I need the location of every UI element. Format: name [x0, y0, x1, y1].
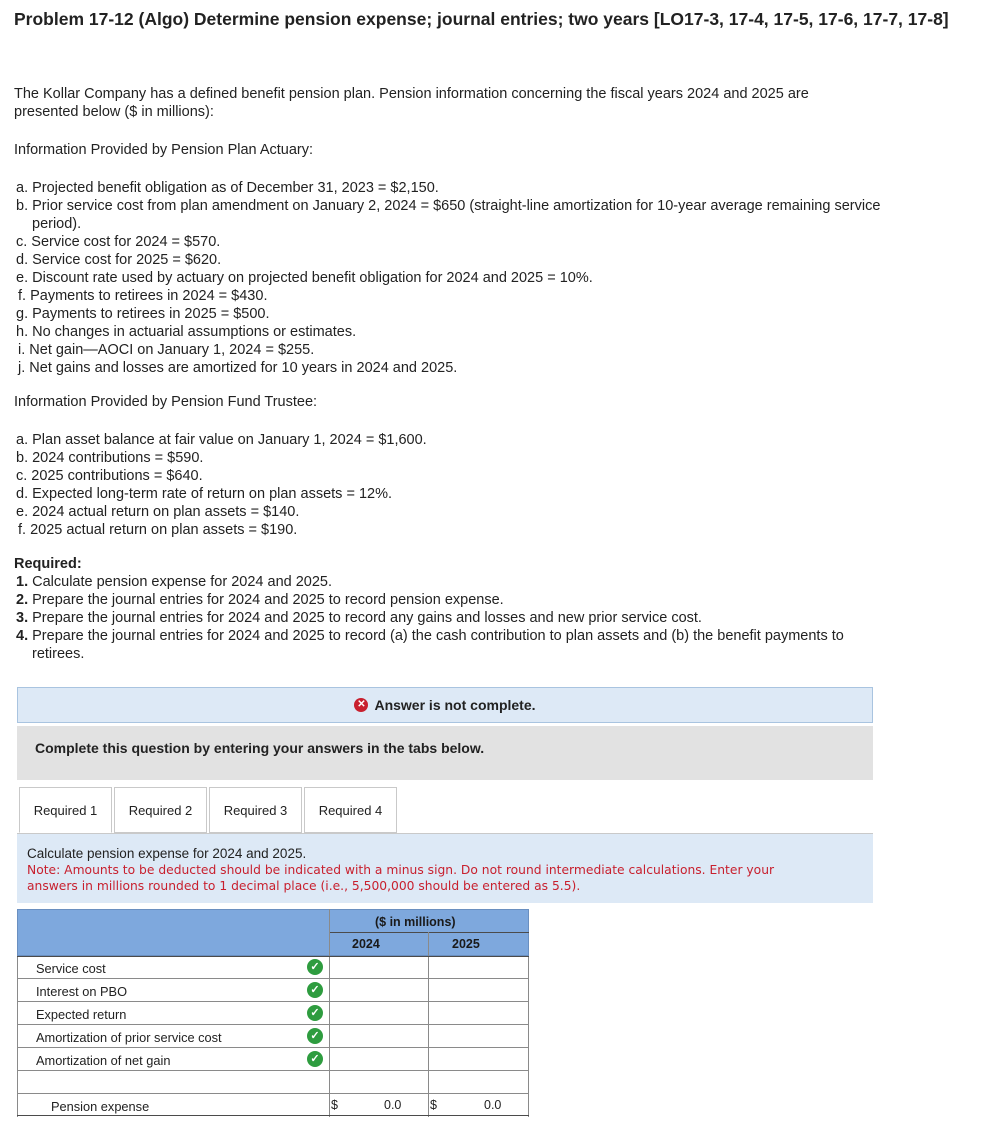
total-2024: 0.0	[384, 1098, 402, 1112]
input-net-gain-2024[interactable]	[330, 1048, 428, 1070]
required-text-4: Prepare the journal entries for 2024 and 2025 to record (a) the cash contribution to plan assets and (b) the benefit payments to	[32, 628, 844, 644]
actuary-item-i: i. Net gain—AOCI on January 1, 2024 = $255.	[18, 342, 315, 358]
input-interest-2025[interactable]	[429, 979, 528, 1001]
tab-required-1[interactable]: Required 1	[19, 787, 112, 833]
actuary-item-g: g. Payments to retirees in 2025 = $500.	[16, 306, 270, 322]
trustee-item-f: f. 2025 actual return on plan assets = $190.	[18, 522, 298, 538]
actuary-list	[16, 179, 880, 377]
total-2025: 0.0	[484, 1098, 502, 1112]
note-text	[27, 862, 847, 894]
required-item-2	[16, 591, 844, 609]
trustee-item-d: d. Expected long-term rate of return on plan assets = 12%.	[16, 486, 393, 502]
row-line-6	[17, 1093, 529, 1094]
required-item-1	[16, 573, 844, 591]
trustee-list	[16, 431, 427, 539]
instruction-box	[17, 726, 873, 780]
header-divider	[329, 932, 529, 933]
row-expected-return: Expected return	[36, 1007, 127, 1022]
tab-required-2[interactable]: Required 2	[114, 787, 207, 833]
row-line-5	[17, 1070, 529, 1071]
actuary-item-b: b. Prior service cost from plan amendment on January 2, 2024 = $650 (straight-line amortization for 10-year average remaining service	[16, 198, 881, 214]
total-currency-2024: $	[331, 1098, 338, 1112]
question-panel	[17, 834, 873, 903]
trustee-item-c: c. 2025 contributions = $640.	[16, 468, 203, 484]
actuary-item-h: h. No changes in actuarial assumptions or estimates.	[16, 324, 357, 340]
col-2025-header: 2025	[452, 937, 480, 951]
input-prior-service-2024[interactable]	[330, 1025, 428, 1047]
input-net-gain-2025[interactable]	[429, 1048, 528, 1070]
row-line-7	[17, 1115, 529, 1116]
pension-expense-table	[17, 909, 529, 1117]
actuary-heading: Information Provided by Pension Plan Actuary:	[14, 142, 314, 158]
banner-text: Answer is not complete.	[374, 697, 536, 713]
actuary-item-d: d. Service cost for 2025 = $620.	[16, 252, 222, 268]
input-interest-2024[interactable]	[330, 979, 428, 1001]
trustee-item-a: a. Plan asset balance at fair value on January 1, 2024 = $1,600.	[16, 432, 427, 448]
note-line-2: answers in millions rounded to 1 decimal place (i.e., 5,500,000 should be entered as 5.5).	[27, 879, 581, 893]
trustee-item-e: e. 2024 actual return on plan assets = $140.	[16, 504, 300, 520]
instruction-text: Complete this question by entering your answers in the tabs below.	[35, 740, 485, 756]
required-num-1: 1.	[16, 574, 29, 590]
actuary-item-e: e. Discount rate used by actuary on projected benefit obligation for 2024 and 2025 = 10%.	[16, 270, 593, 286]
check-icon: ✓	[307, 1051, 323, 1067]
check-icon: ✓	[307, 982, 323, 998]
col-2024-header: 2024	[352, 937, 380, 951]
note-line-1: Note: Amounts to be deducted should be indicated with a minus sign. Do not round intermediate calculations. Enter your	[27, 863, 775, 877]
actuary-item-f: f. Payments to retirees in 2024 = $430.	[18, 288, 268, 304]
required-text-2: Prepare the journal entries for 2024 and 2025 to record pension expense.	[32, 592, 504, 608]
required-num-4: 4.	[16, 628, 29, 644]
check-icon: ✓	[307, 1028, 323, 1044]
actuary-item-c: c. Service cost for 2024 = $570.	[16, 234, 221, 250]
input-service-cost-2025[interactable]	[429, 957, 528, 978]
trustee-item-b: b. 2024 contributions = $590.	[16, 450, 204, 466]
required-list	[16, 573, 844, 663]
required-text-1: Calculate pension expense for 2024 and 2025.	[32, 574, 333, 590]
required-item-4	[16, 627, 844, 645]
input-expected-return-2025[interactable]	[429, 1002, 528, 1024]
row-service-cost: Service cost	[36, 961, 106, 976]
group-header: ($ in millions)	[375, 915, 456, 929]
row-amortization-net-gain: Amortization of net gain	[36, 1053, 171, 1068]
row-interest-on-pbo: Interest on PBO	[36, 984, 128, 999]
input-prior-service-2025[interactable]	[429, 1025, 528, 1047]
question-text: Calculate pension expense for 2024 and 2025.	[27, 846, 307, 861]
required-num-3: 3.	[16, 610, 29, 626]
intro-line-1: The Kollar Company has a defined benefit pension plan. Pension information concerning the fiscal years 2024 and 2025 are	[14, 86, 809, 102]
actuary-item-b-cont: period).	[32, 216, 82, 232]
row-pension-expense: Pension expense	[51, 1099, 150, 1114]
actuary-item-j: j. Net gains and losses are amortized for 10 years in 2024 and 2025.	[18, 360, 458, 376]
required-item-4-cont: retirees.	[32, 646, 85, 662]
intro-line-2: presented below ($ in millions):	[14, 104, 214, 120]
tab-required-4[interactable]: Required 4	[304, 787, 397, 833]
required-num-2: 2.	[16, 592, 29, 608]
input-expected-return-2024[interactable]	[330, 1002, 428, 1024]
total-currency-2025: $	[430, 1098, 437, 1112]
row-amortization-prior-service-cost: Amortization of prior service cost	[36, 1030, 222, 1045]
answer-status-banner	[17, 687, 873, 723]
actuary-item-a: a. Projected benefit obligation as of December 31, 2023 = $2,150.	[16, 180, 439, 196]
problem-title: Problem 17-12 (Algo) Determine pension expense; journal entries; two years [LO17-3, 17-4, 17-5, 17-6, 17-7, 17-8]	[14, 9, 949, 29]
error-x-icon: ✕	[354, 698, 368, 712]
check-icon: ✓	[307, 959, 323, 975]
required-heading: Required:	[14, 556, 82, 572]
required-item-3	[16, 609, 844, 627]
check-icon: ✓	[307, 1005, 323, 1021]
input-service-cost-2024[interactable]	[330, 957, 428, 978]
required-text-3: Prepare the journal entries for 2024 and 2025 to record any gains and losses and new prior service cost.	[32, 610, 702, 626]
tab-required-3[interactable]: Required 3	[209, 787, 302, 833]
trustee-heading: Information Provided by Pension Fund Trustee:	[14, 394, 318, 410]
